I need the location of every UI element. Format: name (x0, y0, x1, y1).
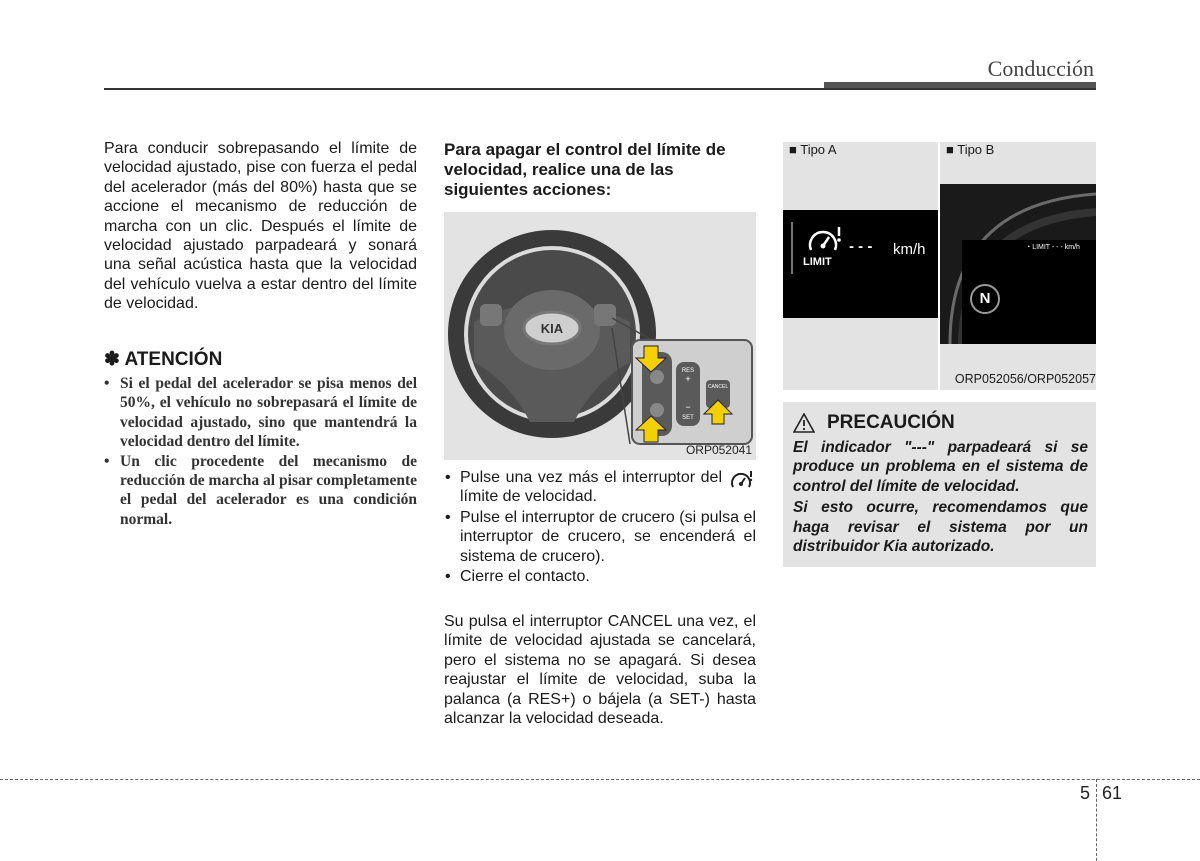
cancel-label: CANCEL (707, 384, 729, 390)
figure-caption: ORP052056/ORP052057 (954, 372, 1096, 386)
limit-dashes: - - - (1051, 244, 1063, 251)
limit-dashes: - - - (849, 238, 873, 255)
header-rule (104, 88, 1096, 90)
page-number: 61 (1102, 783, 1123, 803)
set-label: SET (682, 415, 694, 421)
caution-heading: PRECAUCIÓN (827, 412, 955, 433)
svg-text:+: + (685, 374, 691, 384)
type-b-label: ■ Tipo B (946, 142, 995, 157)
svg-text:−: − (685, 402, 691, 412)
caution-body (793, 438, 1088, 558)
type-a-figure (783, 142, 938, 390)
steering-wheel-illustration (444, 212, 756, 460)
list-item: • Si el pedal del acelerador se pisa menos del 50%, el vehículo no sobrepasará el límite de velocidad ajustado, sino que mantendrá la velocidad dentro del límite. (104, 374, 417, 452)
steering-wheel-figure (444, 212, 756, 460)
gear-indicator: N (970, 284, 1000, 314)
limit-label: LIMIT (803, 256, 832, 268)
turn-off-heading: Para apagar el control del límite de velocidad, realice una de las siguientes acciones: (444, 140, 726, 199)
type-b-cluster (940, 184, 1096, 344)
list-item: • Pulse el interruptor de crucero (si pulsa el interruptor de crucero, se encenderá el sistema de crucero). (444, 508, 756, 566)
figure-caption: ORP052041 (685, 443, 752, 457)
list-item (444, 468, 756, 507)
chapter-number: 5 (1080, 783, 1091, 803)
override-paragraph: Para conducir sobrepasando el límite de velocidad ajustado, pise con fuerza el pedal del acelerador (más del 80%) hasta que se accione el mecanismo de reducción de marcha con un clic. Después el límite de velocidad ajustado parpadeará y sonará una señal acústica hasta que la velocidad del vehículo vuelva a estar dentro del límite de velocidad. (104, 140, 417, 313)
caution-paragraph: El indicador "---" parpadeará si se produce un problema en el sistema de control del límite de velocidad. (793, 439, 1088, 495)
footer-rule (0, 779, 1200, 780)
caution-box (783, 402, 1096, 567)
page-section-title: Conducción (987, 56, 1094, 81)
kia-logo: KIA (540, 321, 564, 336)
attention-list (104, 374, 417, 529)
turn-off-list (444, 468, 756, 587)
cancel-paragraph: Su pulsa el interruptor CANCEL una vez, el límite de velocidad ajustada se cancelará, pero el sistema no se apagará. Si desea reajustar el límite de velocidad, suba la palanca (a RES+) o bájela (a SET-) hasta alcanzar la velocidad deseada. (444, 613, 756, 728)
speed-limiter-icon (730, 470, 754, 492)
warning-triangle-icon (793, 413, 815, 433)
caution-paragraph: Si esto ocurre, recomendamos que haga revisar el sistema por un distribuidor Kia autorizado. (793, 499, 1088, 556)
type-a-display (783, 210, 938, 318)
speed-unit: km/h (893, 241, 926, 258)
speed-limiter-icon: ◔ (1026, 244, 1031, 251)
list-item-text: Pulse una vez más el interruptor del límite de velocidad. (460, 469, 722, 506)
type-b-limit-readout (1026, 244, 1080, 251)
speed-limiter-icon (805, 224, 845, 260)
attention-heading: ✽ ATENCIÓN (104, 349, 223, 370)
list-item: • Cierre el contacto. (444, 567, 756, 586)
list-item: • Un clic procedente del mecanismo de reducción de marcha al pisar completamente el pedal del acelerador es una condición normal. (104, 452, 417, 530)
speed-unit: km/h (1064, 244, 1080, 251)
type-b-figure (940, 142, 1096, 390)
footer-divider (1096, 779, 1097, 861)
type-a-label: ■ Tipo A (789, 142, 837, 157)
limit-label: LIMIT (1032, 244, 1050, 251)
res-label: RES (681, 368, 695, 374)
